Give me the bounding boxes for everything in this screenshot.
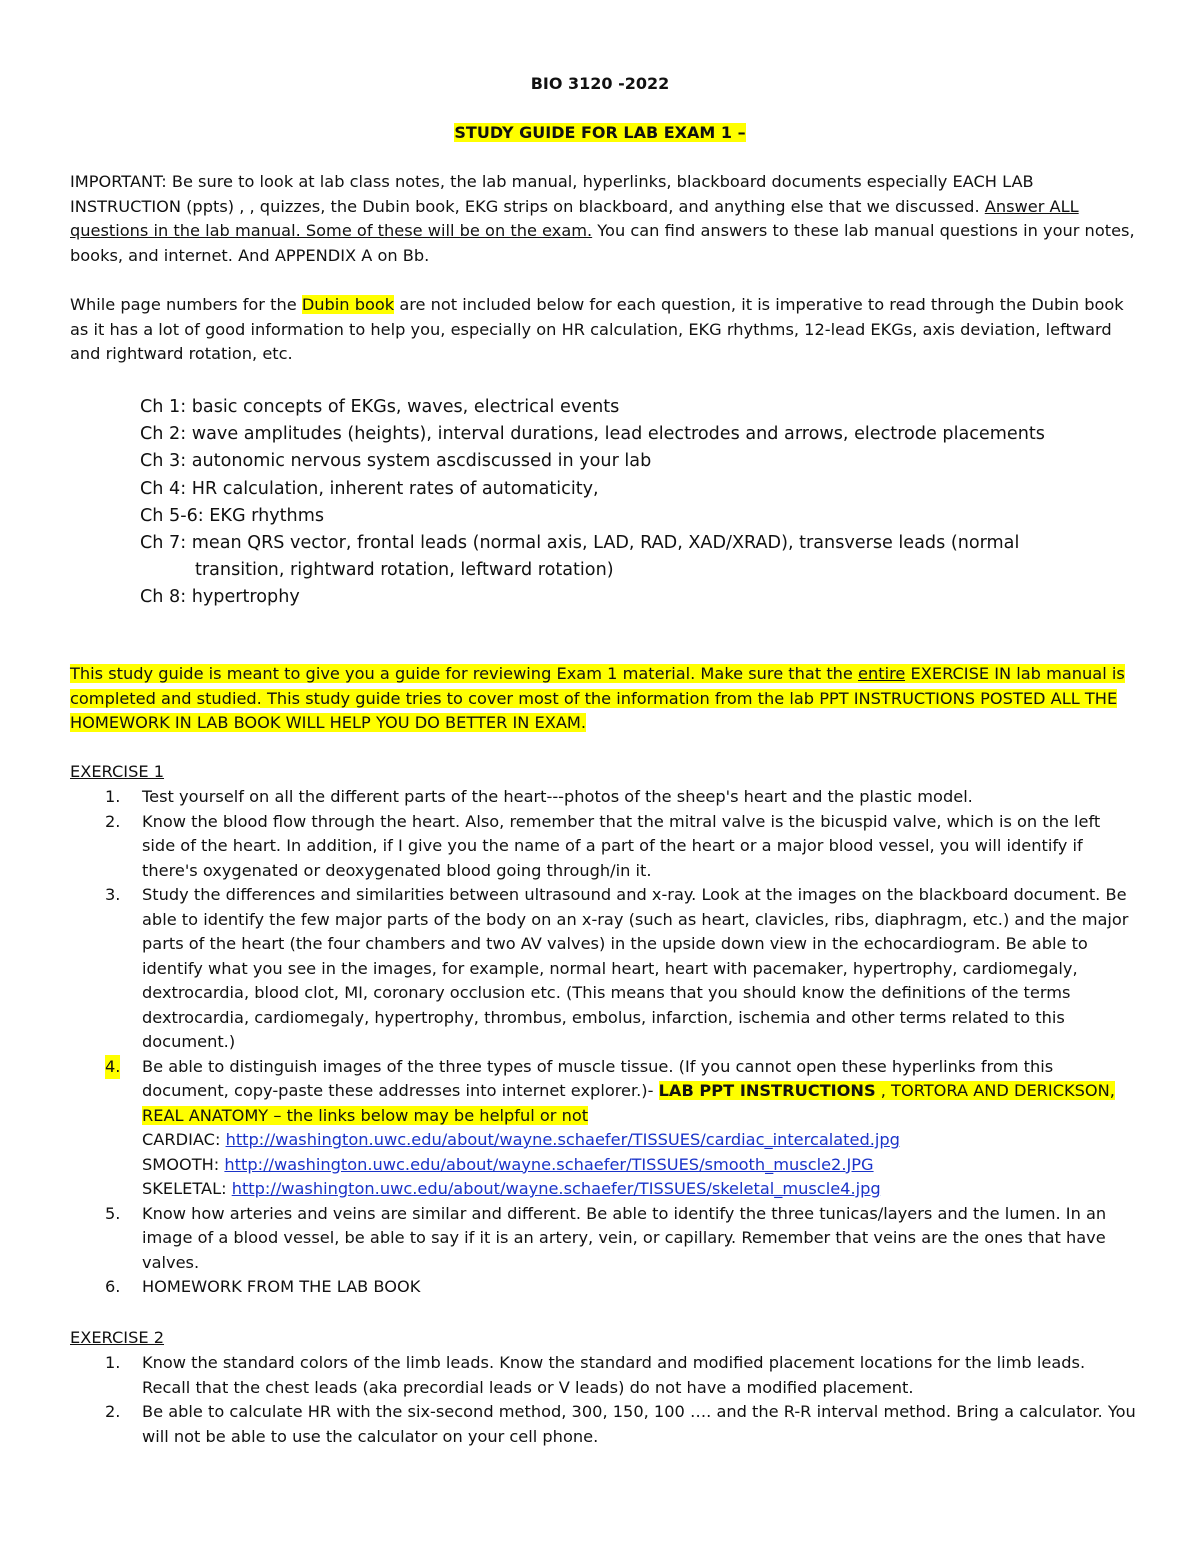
item-number: 6. (105, 1277, 121, 1296)
list-item (70, 1351, 1138, 1400)
link-line-cardiac (142, 1128, 1138, 1153)
item-text: HOMEWORK FROM THE LAB BOOK (142, 1277, 421, 1296)
smooth-link[interactable]: http://washington.uwc.edu/about/wayne.schaefer/TISSUES/smooth_muscle2.JPG (224, 1154, 874, 1174)
link-label: CARDIAC: (142, 1130, 226, 1149)
list-item (70, 785, 1138, 810)
exercise2-heading: EXERCISE 2 (70, 1328, 165, 1347)
item-number: 3. (105, 885, 121, 904)
item-text: Study the differences and similarities between ultrasound and x-ray. Look at the images on the blackboard document. Be able to identify the few major parts of the body on an x-ray (such as heart, clavicles, ribs, diaphragm, etc.) and the major parts of the heart (the four chambers and two AV valves) in the upside down view in the echocardiogram. Be able to identify what you see in the images, for example, normal heart, heart with pacemaker, hypertrophy, cardiomegaly, dextrocardia, blood clot, MI, coronary occlusion etc. (This means that you should know the definitions of the terms dextrocardia, cardiomegaly, hypertrophy, thrombus, embolus, infarction, ischemia and other terms related to this document.) (142, 885, 1129, 1051)
link-label: SKELETAL: (142, 1179, 232, 1198)
notice-underlined: entire (858, 664, 906, 683)
exercise2-list (70, 1351, 1138, 1449)
chapter-item: Ch 5-6: EKG rhythms (140, 505, 325, 526)
item-number: 2. (105, 811, 121, 831)
link-label: SMOOTH: (142, 1154, 225, 1174)
notice-text: This study guide is meant to give you a guide for reviewing Exam 1 material. Make sure that the (70, 664, 859, 683)
notice-text-end: EXERCISE IN lab manual is completed and studied. This study guide tries to cover most of the information from the lab PPT INSTRUCTIONS POSTED ALL THE HOMEWORK IN LAB BOOK WILL HELP YOU DO BETTER IN EXAM. (70, 664, 1125, 732)
item-number: 5. (105, 1203, 121, 1223)
item-number: 1. (105, 787, 121, 806)
item-number: 2. (105, 1402, 121, 1421)
subtitle-text: STUDY GUIDE FOR LAB EXAM 1 – (454, 123, 746, 142)
item-text: Be able to calculate HR with the six-second method, 300, 150, 100 …. and the R-R interval method. Bring a calculator. You will not be able to use the calculator on your cell phone. (142, 1402, 1136, 1446)
item-number-highlighted: 4. (105, 1055, 120, 1080)
chapter-list (140, 394, 1140, 612)
chapter-item: Ch 3: autonomic nervous system ascdiscussed in your lab (140, 451, 652, 472)
title-text: BIO 3120 -2022 (530, 74, 670, 93)
link-line-smooth (142, 1153, 1138, 1178)
chapter-item-continued: transition, rightward rotation, leftward rotation) (195, 560, 614, 581)
important-text: IMPORTANT: Be sure to look at lab class notes, the lab manual, hyperlinks, blackboard documents especially EACH LAB INSTRUCTION (ppts) , , quizzes, the Dubin book, EKG strips on blackboard, and anything else that we discussed. (70, 172, 1034, 216)
dubin-text: While page numbers for the (70, 295, 302, 314)
important-text-end: You can find answers to these lab manual questions in your notes, books, and internet. And APPENDIX A on Bb. (70, 221, 1135, 265)
important-underlined-text: Answer ALL questions in the lab manual. Some of these will be on the exam. (70, 196, 1079, 240)
dubin-paragraph (70, 293, 1138, 367)
item-text: Test yourself on all the different parts of the heart---photos of the sheep's heart and the plastic model. (142, 787, 973, 806)
chapter-item: Ch 2: wave amplitudes (heights), interval durations, lead electrodes and arrows, electrode placements (140, 424, 1045, 445)
dubin-highlight: Dubin book (301, 295, 395, 314)
item-text: Know the blood flow through the heart. Also, remember that the mitral valve is the bicuspid valve, which is on the left side of the heart. In addition, if I give you the name of a part of the heart or a major blood vessel, you will identify if there's oxygenated or deoxygenated blood going through/in it. (142, 811, 1101, 880)
chapter-item: Ch 8: hypertrophy (140, 587, 300, 608)
chapter-item: Ch 1: basic concepts of EKGs, waves, electrical events (140, 397, 620, 417)
list-item (70, 1275, 1138, 1300)
notice-paragraph (70, 662, 1138, 736)
chapter-item: Ch 7: mean QRS vector, frontal leads (normal axis, LAD, RAD, XAD/XRAD), transverse leads (normal (140, 533, 1020, 554)
important-paragraph (70, 170, 1138, 268)
document-title (0, 74, 1200, 93)
exercise1-list (70, 785, 1138, 1300)
list-item (70, 1055, 1138, 1202)
document-subtitle (0, 123, 1200, 142)
exercise1-heading: EXERCISE 1 (70, 762, 165, 781)
item-highlight: , TORTORA AND DERICKSON, REAL ANATOMY – the links below may be helpful or not (142, 1081, 1115, 1125)
item-bold-highlight: LAB PPT INSTRUCTIONS (658, 1081, 876, 1100)
list-item (70, 1202, 1138, 1276)
chapter-item: Ch 4: HR calculation, inherent rates of automaticity, (140, 478, 599, 499)
list-item (70, 1400, 1138, 1449)
item-text: Know the standard colors of the limb leads. Know the standard and modified placement locations for the limb leads. Recall that the chest leads (aka precordial leads or V leads) do not have a modified placement. (142, 1353, 1086, 1397)
link-line-skeletal (142, 1177, 1138, 1202)
item-text: Know how arteries and veins are similar and different. Be able to identify the three tunicas/layers and the lumen. In an image of a blood vessel, be able to say if it is an artery, vein, or capillary. Remember that veins are the ones that have valves. (142, 1203, 1107, 1272)
item-text: Be able to distinguish images of the three types of muscle tissue. (If you cannot open these hyperlinks from this document, copy-paste these addresses into internet explorer.)- (142, 1056, 1054, 1100)
item-number: 1. (105, 1353, 121, 1372)
list-item (70, 883, 1138, 1055)
cardiac-link[interactable]: http://washington.uwc.edu/about/wayne.schaefer/TISSUES/cardiac_intercalated.jpg (225, 1130, 900, 1149)
skeletal-link[interactable]: http://washington.uwc.edu/about/wayne.schaefer/TISSUES/skeletal_muscle4.jpg (231, 1179, 881, 1198)
dubin-text-end: are not included below for each question, it is imperative to read through the Dubin book as it has a lot of good information to help you, especially on HR calculation, EKG rhythms, 12-lead EKGs, axis deviation, leftward and rightward rotation, etc. (70, 295, 1124, 363)
list-item (70, 810, 1138, 884)
